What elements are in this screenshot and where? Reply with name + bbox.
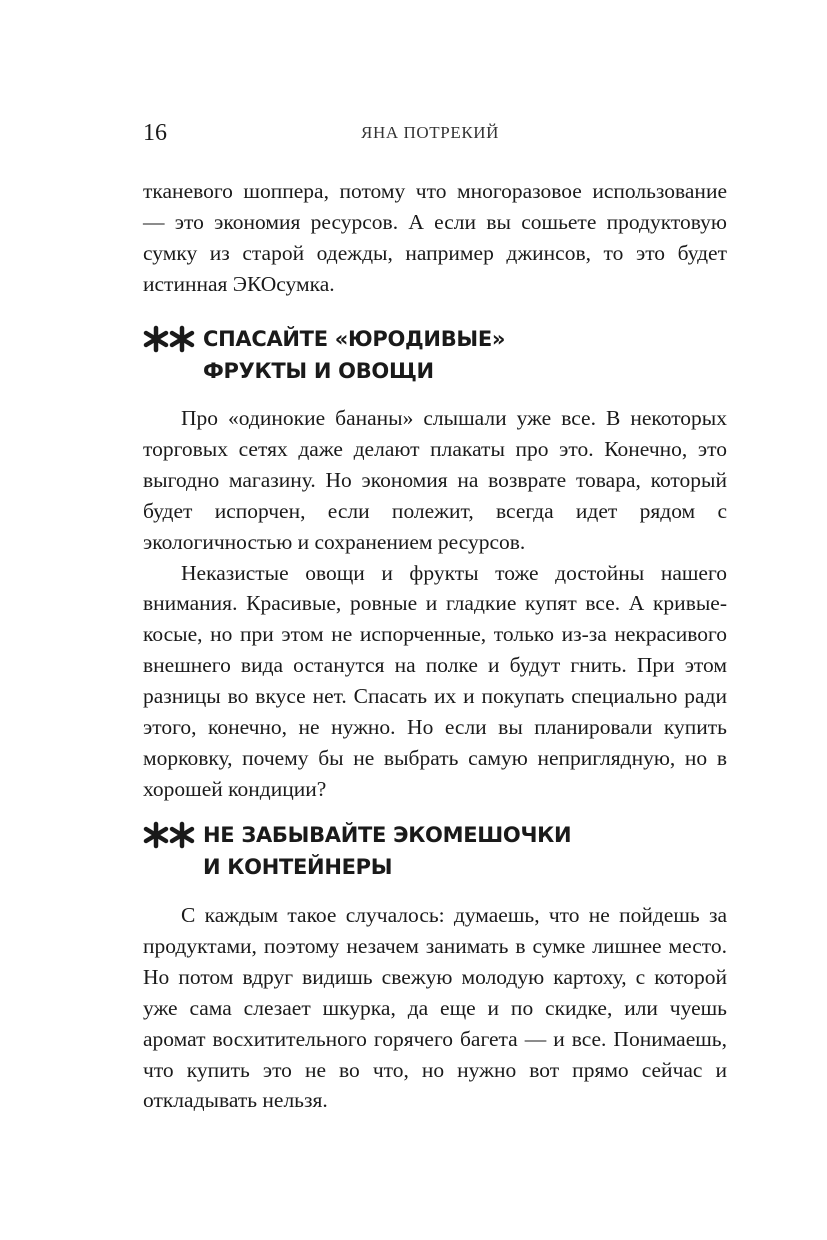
- section-2-paragraph-1: С каждым такое случалось: думаешь, что не пойдешь за продуктами, поэтому незачем занимать в сумке лишнее место. Но потом вдруг видишь свежую молодую картоху, с которой уже сама слезает шкурка, да еще и по скидке, или чуешь аромат восхитительного горячего багета — и все. Понимаешь, что купить это не во что, но нужно вот прямо сейчас и откладывать нельзя.: [143, 903, 727, 1113]
- section-1-text: [143, 403, 727, 805]
- section-heading-2-line2: И КОНТЕЙНЕРЫ: [203, 855, 393, 879]
- section-1-paragraph-2: Неказистые овощи и фрукты тоже достойны нашего внимания. Красивые, ровные и гладкие купят все. А кривые-косые, но при этом не испорченные, только из-за некрасивого внешнего вида останутся на полке и будут гнить. При этом разницы во вкусе нет. Спасать их и покупать специально ради этого, конечно, не нужно. Но если вы планировали купить морковку, почему бы не выбрать самую неприглядную, но в хорошей кондиции?: [143, 560, 727, 801]
- double-asterisk-icon: [143, 819, 197, 851]
- section-1-paragraph-1: Про «одинокие бананы» слышали уже все. В некоторых торговых сетях даже делают плакаты про это. Конечно, это выгодно магазину. Но экономия на возврате товара, который будет испорчен, если полежит, всегда идет рядом с экологичностью и сохранением ресурсов.: [143, 406, 727, 554]
- intro-paragraph: тканевого шоппера, потому что многоразовое использование — это экономия ресурсов. А если вы сошьете продуктовую сумку из старой одежды, например джинсов, то это будет истинная ЭКОсумка.: [143, 179, 727, 296]
- page-number: 16: [143, 120, 167, 146]
- running-title: ЯНА ПОТРЕКИЙ: [361, 123, 500, 142]
- section-2-text: [143, 900, 727, 1116]
- section-heading-1-line2: ФРУКТЫ И ОВОЩИ: [203, 359, 434, 383]
- section-heading-1-line1: СПАСАЙТЕ «ЮРОДИВЫЕ»: [203, 327, 506, 351]
- section-heading-2-line1: НЕ ЗАБЫВАЙТЕ ЭКОМЕШОЧКИ: [203, 823, 572, 847]
- running-head: [143, 118, 727, 148]
- intro-text: [143, 176, 727, 300]
- double-asterisk-icon: [143, 323, 197, 355]
- section-heading-1: [143, 323, 727, 387]
- section-heading-2: [143, 819, 727, 883]
